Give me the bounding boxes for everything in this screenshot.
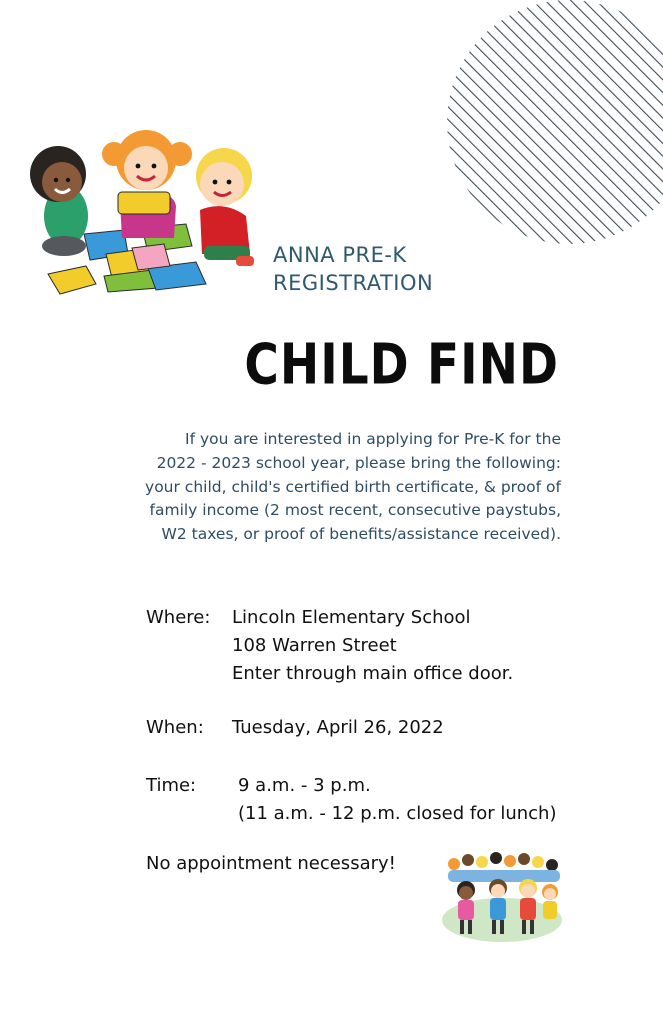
- where-street: 108 Warren Street: [232, 635, 397, 656]
- appointment-note: No appointment necessary!: [146, 853, 396, 874]
- kids-crowd-illustration: [440, 848, 564, 942]
- time-values: [238, 772, 556, 828]
- time-hours: 9 a.m. - 3 p.m.: [238, 775, 371, 796]
- kids-puzzle-illustration: [24, 126, 264, 306]
- when-label: When:: [146, 717, 204, 738]
- where-school: Lincoln Elementary School: [232, 607, 471, 628]
- where-label: Where:: [146, 607, 211, 628]
- where-entrance: Enter through main office door.: [232, 663, 514, 684]
- intro-paragraph: If you are interested in applying for Pre-K for the 2022 - 2023 school year, please bring the following: your child, child's certified birth certificate, & proof of family income (2 most recent, consecutive paystubs, W2 taxes, or proof of benefits/assistance received).: [145, 430, 561, 544]
- time-lunch: (11 a.m. - 12 p.m. closed for lunch): [238, 803, 557, 824]
- striped-circle-decoration: [447, 0, 663, 264]
- page-title: CHILD FIND: [244, 332, 559, 398]
- registration-subtitle: ANNA PRE-K REGISTRATION: [273, 243, 434, 295]
- where-values: [232, 604, 513, 688]
- when-date: Tuesday, April 26, 2022: [232, 717, 444, 738]
- when-values: [232, 714, 444, 742]
- time-label: Time:: [146, 775, 197, 796]
